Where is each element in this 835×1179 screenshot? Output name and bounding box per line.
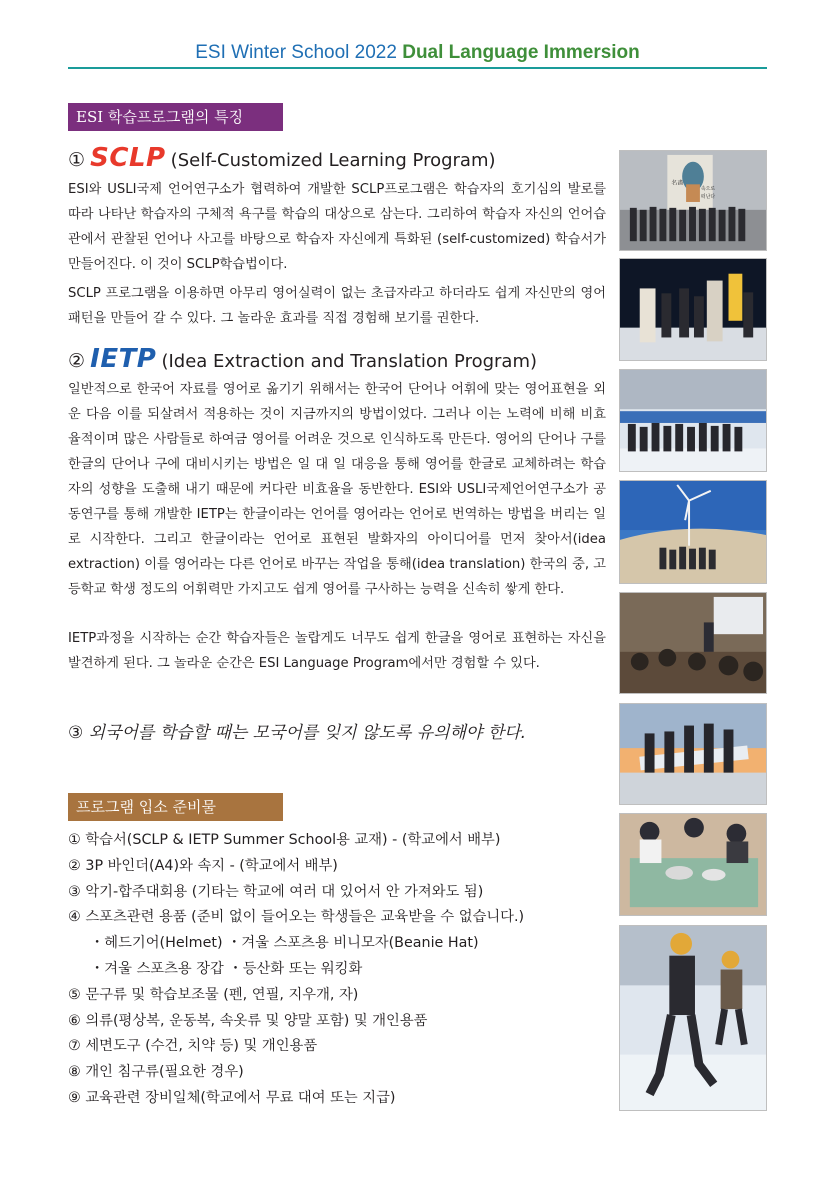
ietp-acronym: IETP xyxy=(90,344,157,374)
supplies-item: ③ 악기-합주대회용 (기타는 학교에 여러 대 있어서 안 가져와도 됨) xyxy=(68,883,484,900)
sclp-heading xyxy=(68,143,496,173)
supplies-subitem: ・헤드기어(Helmet) ・겨울 스포츠용 비니모자(Beanie Hat) xyxy=(90,935,479,952)
supplies-item: ⑥ 의류(평상복, 운동복, 속옷류 및 양말 포함) 및 개인용품 xyxy=(68,1012,428,1029)
supplies-item: ① 학습서(SCLP & IETP Summer School용 교재) - (학교에서 배부) xyxy=(68,832,501,848)
supplies-item: ② 3P 바인더(A4)와 속지 - (학교에서 배부) xyxy=(68,857,338,874)
supplies-subitem: ・겨울 스포츠용 장갑 ・등산화 또는 워킹화 xyxy=(90,960,363,977)
photo-ice-rink-group xyxy=(619,369,767,472)
supplies-item: ⑧ 개인 침구류(필요한 경우) xyxy=(68,1064,244,1081)
header-divider xyxy=(68,67,767,69)
mother-tongue-note: ③ 외국어를 학습할 때는 모국어를 잊지 않도록 유의해야 한다. xyxy=(68,723,527,743)
page-header xyxy=(0,42,835,64)
photo-ice-skating xyxy=(619,925,767,1111)
sclp-full-name: (Self-Customized Learning Program) xyxy=(170,150,496,171)
header-title-program: Dual Language Immersion xyxy=(402,42,640,63)
photo-cooking xyxy=(619,813,767,916)
sclp-number: ① xyxy=(68,149,86,171)
ietp-number: ② xyxy=(68,350,86,372)
ietp-paragraph-1: 일반적으로 한국어 자료를 영어로 옮기기 위해서는 한국어 단어나 어휘에 맞는 영어표현을 외운 다음 이를 되살려서 적용하는 것이 지금까지의 방법이었다. 그러나 이는 노력에 비해 비효율적이며 많은 사람들로 하여금 영어를 어려운 것으로 인식하도록 만든다. 영어의 단어나 구를 한글의 단어나 구에 대비시키는 방법은 일 대 일 대응을 통해 영어를 한글로 교체하려는 학습자의 성향을 도출해 내기 때문에 커다란 비효율을 동반한다. ESI와 USLI국제언어연구소가 공동연구를 통해 개발한 IETP는 한글이라는 언어를 영어라는 언어로 번역하는 방법을 버리는 일로 시작한다. 그리고 한글이라는 언어로 표현된 발화자의 아이디어를 먼저 찾아서(idea extraction) 이를 영어라는 다른 언어로 바꾸는 작업을 통해(idea translation) 한국의 중, 고등학교 학생 정도의 어휘력만 가지고도 쉽게 영어를 구사하는 능력을 신속히 쌓게 한다. xyxy=(68,382,606,597)
supplies-item: ⑤ 문구류 및 학습보조물 (펜, 연필, 지우개, 자) xyxy=(68,986,359,1003)
photo-wind-turbine xyxy=(619,480,767,584)
sclp-acronym: SCLP xyxy=(90,143,166,173)
photo-snowboard xyxy=(619,258,767,361)
supplies-item: ⑦ 세면도구 (수건, 치약 등) 및 개인용품 xyxy=(68,1038,318,1055)
sign-text-2: 속으로 xyxy=(700,186,716,193)
ietp-full-name: (Idea Extraction and Translation Program) xyxy=(161,351,538,372)
sclp-paragraph-2: SCLP 프로그램을 이용하면 아무리 영어실력이 없는 초급자라고 하더라도 쉽게 자신만의 영어패턴을 만들어 갈 수 있다. 그 놀라운 효과를 직접 경험해 보기를 권한다. xyxy=(68,286,606,326)
photo-classroom xyxy=(619,592,767,694)
ietp-paragraph-2: IETP과정을 시작하는 순간 학습자들은 놀랍게도 너무도 쉽게 한글을 영어로 표현하는 자신을 발견하게 된다. 그 놀라운 순간은 ESI Language Program에서만 경험할 수 있다. xyxy=(68,631,606,671)
photo-sunset-group xyxy=(619,703,767,805)
supplies-item: ⑨ 교육관련 장비일체(학교에서 무료 대여 또는 지급) xyxy=(68,1089,396,1106)
supplies-list xyxy=(68,828,524,1112)
section-heading-features: ESI 학습프로그램의 특징 xyxy=(68,103,283,131)
sclp-paragraph-1: ESI와 USLI국제 언어연구소가 협력하여 개발한 SCLP프로그램은 학습자의 호기심의 발로를 따라 나타난 학습자의 구체적 욕구를 학습의 대상으로 삼는다. 그리하여 학습자 자신의 언어습관에서 관찰된 언어나 사고를 바탕으로 학습자 자신에게 특화된 (self-customized) 학습서가 만들어진다. 이 것이 SCLP학습법이다. xyxy=(68,182,606,272)
ietp-heading xyxy=(68,344,537,374)
section-heading-supplies: 프로그램 입소 준비물 xyxy=(68,793,283,821)
sign-text-3: 떠난다 xyxy=(700,194,716,201)
sign-text-1: 名畵 xyxy=(671,180,684,187)
header-title-school: ESI Winter School 2022 xyxy=(195,42,397,63)
supplies-item: ④ 스포츠관련 용품 (준비 없이 들어오는 학생들은 교육받을 수 없습니다.) xyxy=(68,909,525,926)
photo-group-museum xyxy=(619,150,767,251)
